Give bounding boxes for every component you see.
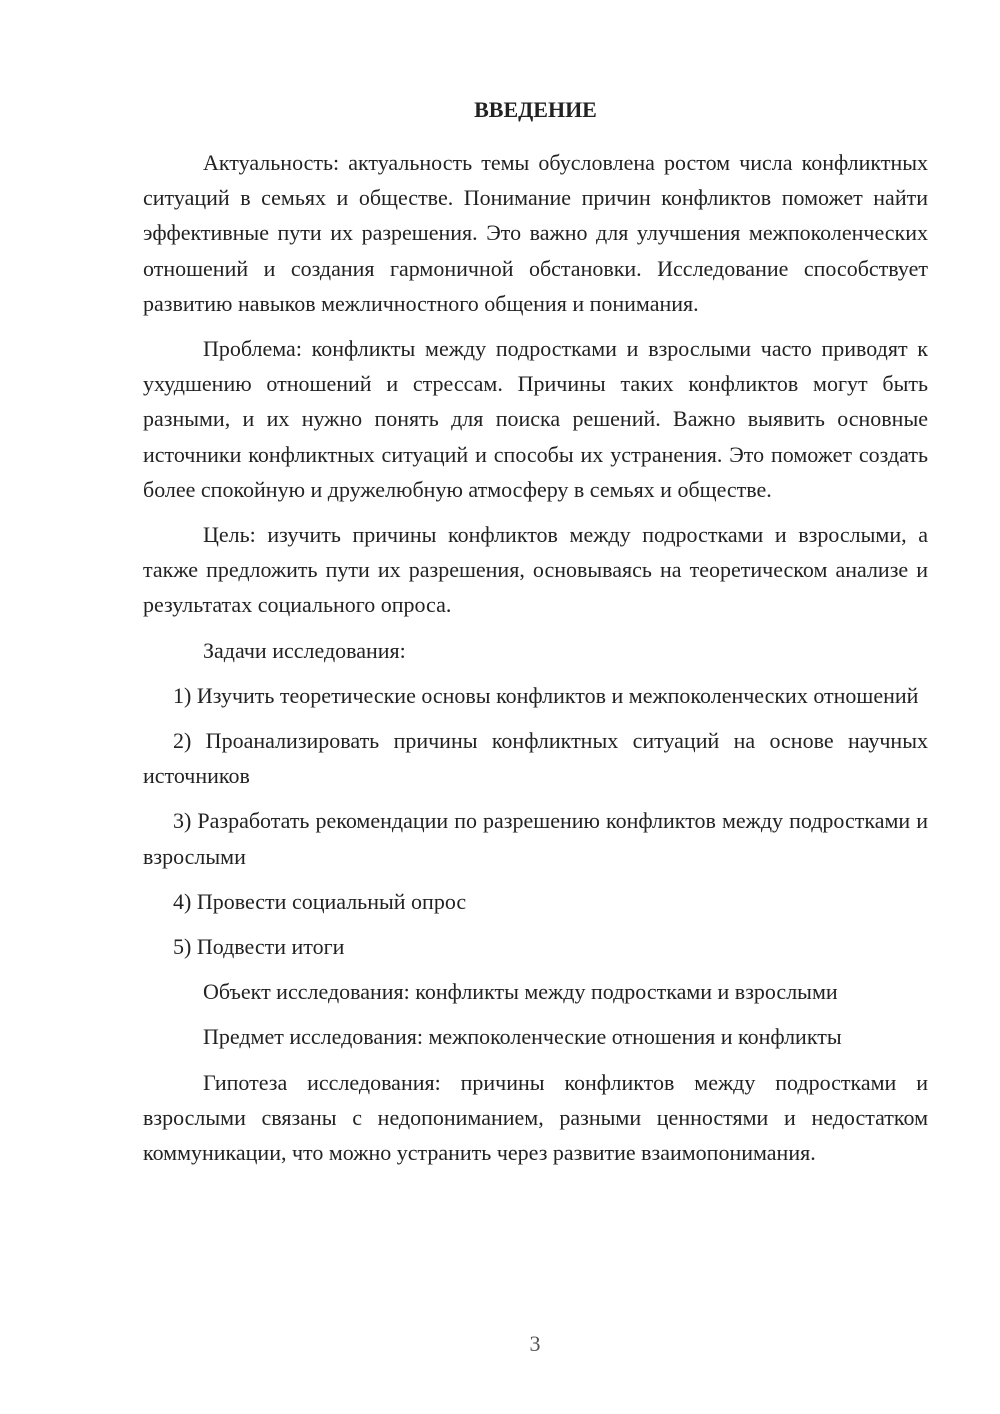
page-number: 3 — [529, 1331, 541, 1356]
list-item: 5) Подвести итоги — [173, 934, 345, 960]
list-item: 1) Изучить теоретические основы конфликтов и межпоколенческих отношений — [173, 682, 919, 708]
problem-paragraph: Проблема: конфликты между подростками и взрослыми часто приводят к ухудшению отношений и стрессам. Причины таких конфликтов могут быть разными, и их нужно понять для поиска решений. Важно выявить основные источники конфликтных ситуаций и способы их устранения. Это поможет создать более спокойную и дружелюбную атмосферу в семьях и обществе. — [143, 336, 928, 502]
relevance-paragraph: Актуальность: актуальность темы обусловлена ростом числа конфликтных ситуаций в семьях и обществе. Понимание причин конфликтов поможет найти эффективные пути их разрешения. Это важно для улучшения межпоколенческих отношений и создания гармоничной обстановки. Исследование способствует развитию навыков межличностного общения и понимания. — [143, 150, 928, 316]
list-item: 2) Проанализировать причины конфликтных ситуаций на основе научных источников — [143, 728, 928, 789]
hypothesis-paragraph: Гипотеза исследования: причины конфликтов между подростками и взрослыми связаны с недопониманием, разными ценностями и недостатком коммуникации, что можно устранить через развитие взаимопонимания. — [143, 1069, 928, 1166]
list-item: 3) Разработать рекомендации по разрешению конфликтов между подростками и взрослыми — [143, 808, 928, 869]
list-item: 4) Провести социальный опрос — [173, 888, 467, 914]
section-title: ВВЕДЕНИЕ — [474, 97, 597, 122]
tasks-heading: Задачи исследования: — [203, 637, 406, 663]
goal-paragraph: Цель: изучить причины конфликтов между подростками и взрослыми, а также предложить пути их разрешения, основываясь на теоретическом анализе и результатах социального опроса. — [143, 522, 928, 618]
tasks-list — [143, 678, 928, 964]
research-subject: Предмет исследования: межпоколенческие отношения и конфликты — [203, 1024, 842, 1050]
document-body — [143, 92, 928, 1180]
research-object: Объект исследования: конфликты между подростками и взрослыми — [203, 979, 838, 1005]
